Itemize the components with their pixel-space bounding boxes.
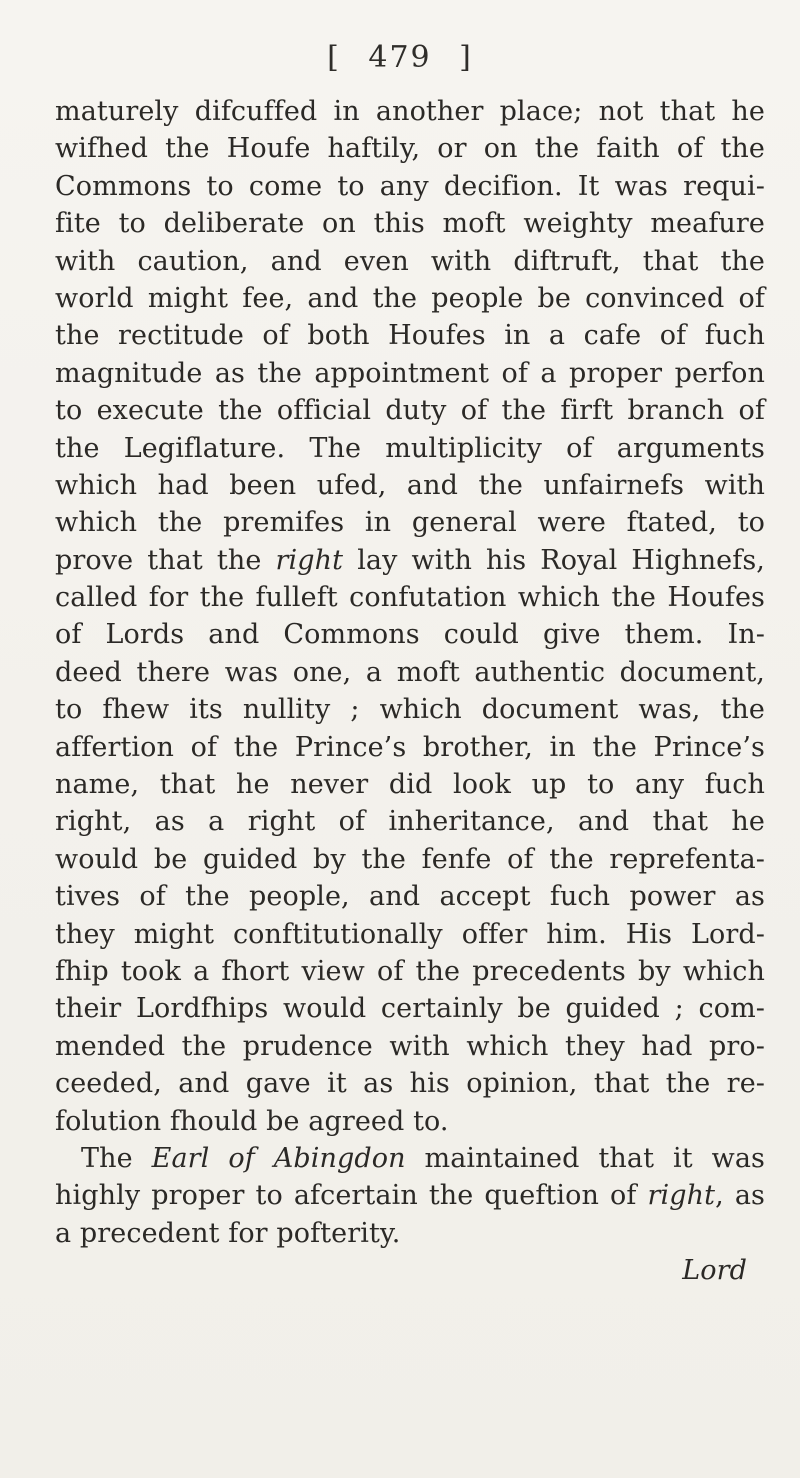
text-line: they might conftitutionally offer him. His Lord- bbox=[55, 918, 765, 950]
header-open-bracket: [ bbox=[327, 40, 341, 75]
text-line: which had been ufed, and the unfairnefs with bbox=[55, 469, 765, 501]
text-line: fite to deliberate on this moft weighty meafure bbox=[55, 208, 765, 240]
text-line: the Legiflature. The multiplicity of arguments bbox=[55, 432, 765, 464]
italic-word: right bbox=[647, 1180, 716, 1212]
paragraph-1 bbox=[55, 93, 765, 1140]
paragraph-2 bbox=[55, 1140, 765, 1252]
text-line: a precedent for pofterity. bbox=[55, 1217, 401, 1249]
text-line: ceeded, and gave it as his opinion, that the re- bbox=[55, 1068, 765, 1100]
text-line bbox=[55, 542, 765, 579]
page-number: 479 bbox=[368, 40, 432, 75]
page-header bbox=[0, 40, 800, 75]
text-line: folution fhould be agreed to. bbox=[55, 1105, 449, 1137]
italic-title: Earl of Abingdon bbox=[151, 1142, 406, 1174]
text-line: called for the fulleft confutation which the Houfes bbox=[55, 582, 765, 614]
text-line: the rectitude of both Houfes in a cafe of fuch bbox=[55, 320, 765, 352]
text-line: maturely difcuffed in another place; not that he bbox=[55, 96, 765, 127]
text-line: tives of the people, and accept fuch power as bbox=[55, 881, 765, 913]
text-line: fhip took a fhort view of the precedents by which bbox=[55, 955, 765, 987]
body-text bbox=[55, 93, 765, 1290]
text-line bbox=[55, 1177, 765, 1214]
text-run: lay with his Royal Highnefs, bbox=[343, 544, 765, 576]
text-run: maintained that it was bbox=[405, 1142, 766, 1174]
text-line: affertion of the Prince’s brother, in the Prince’s bbox=[55, 731, 765, 763]
text-line: which the premifes in general were ftated, to bbox=[55, 507, 765, 539]
text-line: their Lordfhips would certainly be guided ; com- bbox=[55, 993, 765, 1025]
catchword: Lord bbox=[682, 1255, 747, 1287]
text-line: magnitude as the appointment of a proper perfon bbox=[55, 357, 765, 389]
text-line: name, that he never did look up to any fuch bbox=[55, 769, 765, 801]
text-line: of Lords and Commons could give them. In- bbox=[55, 619, 765, 651]
text-run: The bbox=[81, 1142, 152, 1174]
text-run: , as bbox=[715, 1180, 765, 1212]
text-run: highly proper to afcertain the queftion of bbox=[55, 1180, 648, 1212]
text-line: with caution, and even with diftruft, that the bbox=[55, 245, 765, 277]
header-close-bracket: ] bbox=[459, 40, 473, 75]
text-line: mended the prudence with which they had pro- bbox=[55, 1030, 765, 1062]
text-line: right, as a right of inheritance, and that he bbox=[55, 806, 765, 838]
text-run: prove that the bbox=[55, 544, 276, 576]
italic-word: right bbox=[275, 544, 344, 576]
text-line bbox=[55, 1140, 765, 1177]
text-line: to execute the official duty of the firft branch of bbox=[55, 395, 765, 427]
text-line: wifhed the Houfe haftily, or on the faith of the bbox=[55, 133, 765, 165]
text-line: to fhew its nullity ; which document was, the bbox=[55, 694, 765, 726]
text-line: would be guided by the fenfe of the reprefenta- bbox=[55, 843, 765, 875]
text-line: deed there was one, a moft authentic document, bbox=[55, 656, 765, 688]
text-line: Commons to come to any decifion. It was requi- bbox=[55, 170, 765, 202]
text-line: world might fee, and the people be convinced of bbox=[55, 282, 765, 314]
